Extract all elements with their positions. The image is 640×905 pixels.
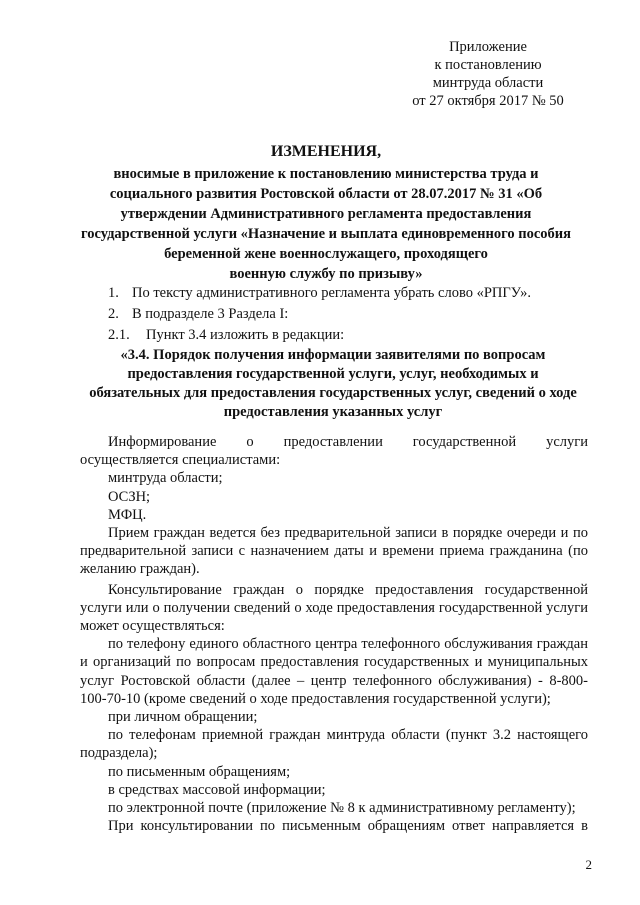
document-body <box>80 433 588 835</box>
appendix-header <box>388 38 588 110</box>
paragraph: Консультирование граждан о порядке предоставления государственной услуги или о получении сведений о ходе предоставления государственной услуги может осуществляться: <box>80 581 588 635</box>
amendment-list <box>108 283 588 346</box>
list-item-number: 2. <box>108 306 119 322</box>
paragraph: МФЦ. <box>108 506 147 523</box>
section-title-line: обязательных для предоставления государственных услуг, сведений о ходе <box>89 385 577 401</box>
document-title <box>66 142 586 284</box>
paragraph: при личном обращении; <box>108 709 258 726</box>
title-line: вносимые в приложение к постановлению министерства труда и <box>113 166 539 182</box>
title-heading: ИЗМЕНЕНИЯ, <box>270 143 382 160</box>
list-item-text: Пункт 3.4 изложить в редакции: <box>146 327 345 343</box>
appendix-line: Приложение <box>449 39 527 55</box>
list-item-number: 2.1. <box>108 327 130 343</box>
section-title-line: предоставления указанных услуг <box>223 404 443 420</box>
paragraph: в средствах массовой информации; <box>108 781 326 798</box>
list-item <box>108 304 588 325</box>
list-item-text: В подразделе 3 Раздела I: <box>132 306 289 322</box>
paragraph: по электронной почте (приложение № 8 к административному регламенту); <box>108 800 576 817</box>
section-title <box>78 346 588 422</box>
title-line: социального развития Ростовской области от 28.07.2017 № 31 «Об <box>109 186 543 202</box>
title-line: военную службу по призыву» <box>229 266 423 282</box>
paragraph: При консультировании по письменным обращениям ответ направляется в <box>108 818 588 835</box>
paragraph: ОСЗН; <box>108 488 151 505</box>
paragraph: по письменным обращениям; <box>108 763 291 780</box>
appendix-line: минтруда области <box>432 75 544 91</box>
section-title-line: предоставления государственной услуги, услуг, необходимых и <box>127 366 539 382</box>
page-number: 2 <box>585 857 592 872</box>
paragraph: Прием граждан ведется без предварительной записи в порядке очереди и по предварительной записи с назначением даты и времени приема гражданина (по желанию граждан). <box>80 525 588 578</box>
title-line: утверждении Административного регламента предоставления <box>120 206 532 222</box>
title-line: государственной услуги «Назначение и выплата единовременного пособия <box>81 226 571 242</box>
appendix-line: к постановлению <box>434 57 542 73</box>
list-item-number: 1. <box>108 285 119 301</box>
paragraph: минтруда области; <box>108 470 223 487</box>
paragraph: Информирование о предоставлении государственной услуги <box>108 434 588 450</box>
list-item <box>108 283 588 304</box>
paragraph: по телефонам приемной граждан минтруда области (пункт 3.2 настоящего подраздела); <box>80 727 588 762</box>
list-item-text: По тексту административного регламента убрать слово «РПГУ». <box>132 285 531 301</box>
title-line: беременной жене военнослужащего, проходящего <box>164 246 488 262</box>
section-title-line: «3.4. Порядок получения информации заявителями по вопросам <box>120 347 546 363</box>
list-item <box>108 325 588 346</box>
paragraph: осуществляется специалистами: <box>80 452 281 469</box>
appendix-line: от 27 октября 2017 № 50 <box>412 93 564 109</box>
paragraph: по телефону единого областного центра телефонного обслуживания граждан и организаций по вопросам предоставления государственных и муниципальных услуг Ростовской области (далее – центр телефонного обслуживания) - 8-800-100-70-10 (кроме сведений о ходе предоставления государственной услуги); <box>80 636 588 707</box>
